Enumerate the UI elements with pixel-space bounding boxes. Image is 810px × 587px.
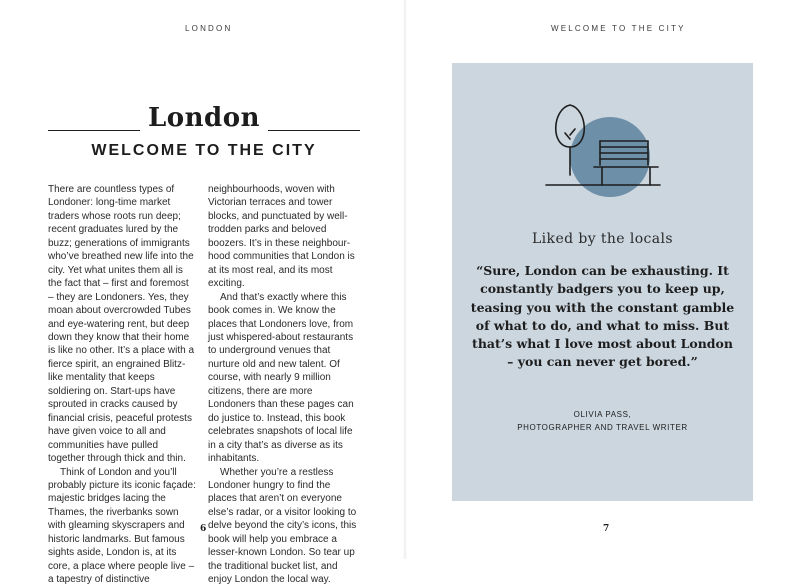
body-column-1 [48,183,196,587]
body-paragraph: And that’s exactly where this book comes in. We know the places that Londoners love, from just whispered-about restaurants to underground venues that nurture old and new talent. Of course, with nearly 9 million citizens, there are more Londoners than these pages can do justice to. Instead, this book celebrates snapshots of local life in a city that’s as diverse as its inhabitants. [208,291,354,465]
author-name: OLIVIA PASS, [573,410,632,419]
body-paragraph: Whether you’re a restless Londoner hungry to find the places that aren’t on everyone else’s radar, or a visitor looking to delve beyond the city’s icons, this book will help you embrace a lesser-known London. So tear up the traditional bucket list, and enjoy London the local way. [208,466,357,586]
page-number: 6 [200,524,207,534]
page-title [48,103,360,133]
page-number: 7 [603,524,610,534]
right-page [405,0,810,559]
body-paragraph: neighbourhoods, woven with Victorian terraces and tower blocks, and punctuated by well-trodden parks and beloved boozers. It’s in these neighbour-hood communities that London is at its most real, and its most exciting. [208,184,355,290]
body-column-2 [208,183,360,587]
page-title-text: London [140,103,268,133]
author-title: PHOTOGRAPHER AND TRAVEL WRITER [517,423,688,432]
page-subtitle: WELCOME TO THE CITY [91,142,317,159]
quote-attribution [452,408,753,434]
body-paragraph: There are countless types of Londoner: long-time market traders whose roots run deep; recent graduates lured by the buzz; generations of immigrants who’ve breathed new life into the city. Yet what unites them all is the fact that – first and foremost – they are Londoners. Yes, they moan about overcrowded Tubes and eye-watering rent, but deep down they know that their home is like no other. It’s a place with a fierce spirit, an engrained Blitz-like mentality that keeps soldiering on. Start-ups have sprouted in cracks caused by financial crisis, peaceful protests have given voice to all and communities have pulled together through thick and thin. [48,184,195,465]
body-paragraph: Think of London and you’ll probably picture its iconic façade: majestic bridges lacing the Thames, the riverbanks sown with gleaming skyscrapers and historic landmarks. But famous sights aside, London is, at its core, a place where people live – a tapestry of distinctive [48,466,196,586]
quote-panel [452,63,753,501]
running-head: LONDON [185,24,233,33]
left-page [0,0,405,586]
running-head: WELCOME TO THE CITY [551,24,686,33]
panel-heading: Liked by the locals [531,231,673,247]
pull-quote: “Sure, London can be exhausting. It constantly badgers you to keep up, teasing you with the constant gamble of what to do, and what to miss. But that’s what I love most about London – you can never get bored.” [470,263,735,370]
tree-and-bench-icon [538,95,668,215]
